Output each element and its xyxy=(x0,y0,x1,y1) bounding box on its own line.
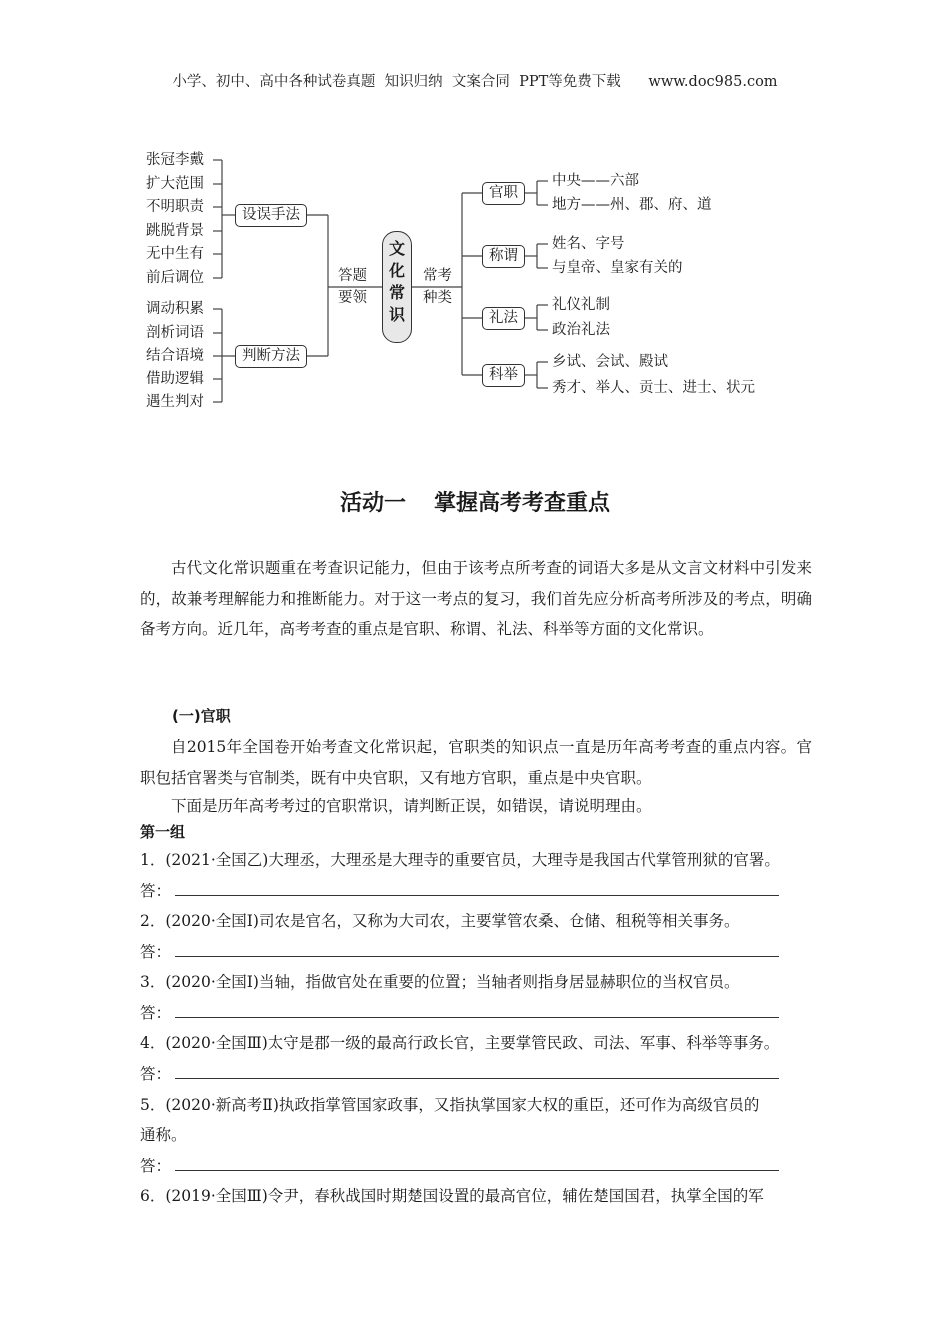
instruction-paragraph: 下面是历年高考考过的官职常识，请判断正误，如错误，请说明理由。 xyxy=(171,797,652,815)
section-title-topic: 掌握高考考查重点 xyxy=(434,491,611,516)
question-5: 5．(2020·新高考Ⅱ)执政指掌管国家政事，又指执掌国家大权的重臣，还可作为高级官员的 xyxy=(140,1096,760,1114)
official-posts-item: 地方——州、郡、府、道 xyxy=(552,197,712,213)
answer-line-5: 答： xyxy=(140,1155,779,1177)
judgment-method-item: 借助逻辑 xyxy=(146,371,204,387)
answer-input-4[interactable] xyxy=(175,1064,779,1079)
center-char: 常 xyxy=(388,283,405,302)
center-char: 文 xyxy=(388,239,405,258)
answer-line-4: 答： xyxy=(140,1063,779,1085)
judgment-method-box: 判断方法 xyxy=(235,345,307,368)
mistake-type-item: 扩大范围 xyxy=(146,176,204,192)
center-char: 识 xyxy=(388,305,405,324)
group-label: 第一组 xyxy=(140,823,186,841)
answer-input-2[interactable] xyxy=(175,942,779,957)
cultural-knowledge-center-node xyxy=(382,231,412,343)
center-char: 化 xyxy=(388,261,405,280)
answer-essentials-label-1: 答题 xyxy=(338,268,367,284)
page-header: 小学、初中、高中各种试卷真题 知识归纳 文案合同 PPT等免费下载 www.doc985.com xyxy=(172,74,778,90)
judgment-method-item: 剖析词语 xyxy=(146,325,204,341)
answer-input-5[interactable] xyxy=(175,1156,779,1171)
imperial-exam-item: 乡试、会试、殿试 xyxy=(552,354,668,370)
question-1: 1．(2021·全国乙)大理丞，大理丞是大理寺的重要官员，大理寺是我国古代掌管刑狱的官署。 xyxy=(140,851,780,869)
judgment-method-item: 结合语境 xyxy=(146,348,204,364)
mistake-method-box: 设误手法 xyxy=(235,204,307,227)
category-imperial-exam: 科举 xyxy=(482,364,525,387)
category-titles: 称谓 xyxy=(482,245,525,268)
mistake-type-item: 不明职责 xyxy=(146,199,204,215)
section-title-activity: 活动一 xyxy=(339,491,406,516)
mistake-type-item: 跳脱背景 xyxy=(146,223,204,239)
mistake-type-item: 无中生有 xyxy=(146,246,204,262)
titles-item: 与皇帝、皇家有关的 xyxy=(552,260,683,276)
intro-paragraph: 古代文化常识题重在考查识记能力，但由于该考点所考查的词语大多是从文言文材料中引发来的，故兼考理解能力和推断能力。对于这一考点的复习，我们首先应分析高考所涉及的考点，明确备考方向。近几年，高考考查的重点是官职、称谓、礼法、科举等方面的文化常识。 xyxy=(140,559,812,638)
subsection-heading: (一)官职 xyxy=(172,707,231,725)
answer-essentials-label-2: 要领 xyxy=(338,290,367,306)
question-2: 2．(2020·全国Ⅰ)司农是官名，又称为大司农，主要掌管农桑、仓储、租税等相关事务。 xyxy=(140,912,740,930)
common-types-label-1: 常考 xyxy=(423,268,452,284)
official-posts-paragraph: 自2015年全国卷开始考查文化常识起，官职类的知识点一直是历年高考考查的重点内容。官职包括官署类与官制类，既有中央官职，又有地方官职，重点是中央官职。 xyxy=(140,738,812,787)
question-6: 6．(2019·全国Ⅲ)令尹，春秋战国时期楚国设置的最高官位，辅佐楚国国君，执掌全国的军 xyxy=(140,1187,764,1205)
judgment-method-item: 遇生判对 xyxy=(146,394,204,410)
answer-line-1: 答： xyxy=(140,880,779,902)
answer-line-2: 答： xyxy=(140,941,779,963)
question-4: 4．(2020·全国Ⅲ)太守是郡一级的最高行政长官，主要掌管民政、司法、军事、科举等事务。 xyxy=(140,1034,780,1052)
imperial-exam-item: 秀才、举人、贡士、进士、状元 xyxy=(552,380,755,396)
answer-line-3: 答： xyxy=(140,1002,779,1024)
mistake-type-item: 前后调位 xyxy=(146,270,204,286)
category-etiquette: 礼法 xyxy=(482,307,525,330)
knowledge-mindmap xyxy=(140,145,760,420)
titles-item: 姓名、字号 xyxy=(552,236,625,252)
answer-input-3[interactable] xyxy=(175,1003,779,1018)
etiquette-item: 礼仪礼制 xyxy=(552,297,610,313)
etiquette-item: 政治礼法 xyxy=(552,322,610,338)
question-5-continued: 通称。 xyxy=(140,1126,187,1144)
mistake-type-item: 张冠李戴 xyxy=(146,152,204,168)
common-types-label-2: 种类 xyxy=(423,290,452,306)
judgment-method-item: 调动积累 xyxy=(146,301,204,317)
answer-input-1[interactable] xyxy=(175,881,779,896)
category-official-posts: 官职 xyxy=(482,182,525,205)
question-3: 3．(2020·全国Ⅰ)当轴，指做官处在重要的位置；当轴者则指身居显赫职位的当权官员。 xyxy=(140,973,740,991)
official-posts-item: 中央——六部 xyxy=(552,173,639,189)
section-title xyxy=(0,486,950,517)
